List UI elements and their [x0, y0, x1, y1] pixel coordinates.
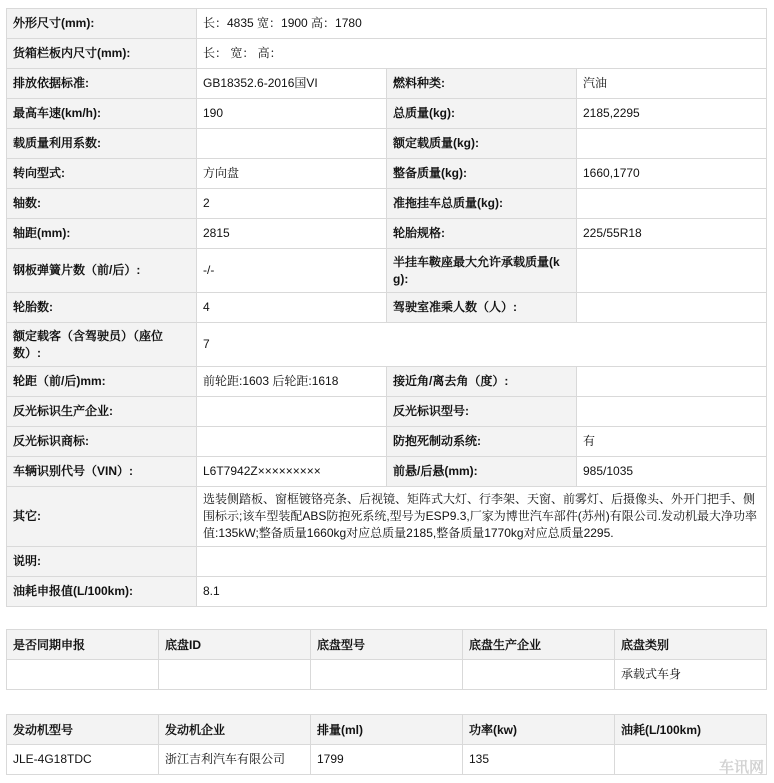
spec-value: 汽油: [577, 69, 767, 99]
spec-value: [197, 397, 387, 427]
spec-row: [7, 39, 767, 69]
chassis-header: 底盘型号: [311, 630, 463, 660]
spec-value: [197, 129, 387, 159]
engine-table: [6, 714, 767, 775]
spec-value: 长： 宽： 高：: [197, 39, 767, 69]
spec-value: [577, 367, 767, 397]
spec-row: [7, 457, 767, 487]
spec-row: [7, 189, 767, 219]
engine-cell: 1799: [311, 745, 463, 775]
spec-label: 总质量(kg):: [387, 99, 577, 129]
spec-row: [7, 367, 767, 397]
spec-label: 说明:: [7, 547, 197, 577]
spec-label: 前悬/后悬(mm):: [387, 457, 577, 487]
engine-header: 发动机企业: [159, 715, 311, 745]
chassis-cell: [463, 660, 615, 690]
spec-value: 2: [197, 189, 387, 219]
engine-cell: 135: [463, 745, 615, 775]
spec-value: 有: [577, 427, 767, 457]
spec-table: [6, 8, 767, 607]
spec-label: 其它:: [7, 487, 197, 547]
chassis-header: 底盘生产企业: [463, 630, 615, 660]
spec-value: [577, 189, 767, 219]
spec-value: 7: [197, 323, 767, 367]
spec-label: 反光标识商标:: [7, 427, 197, 457]
spec-value: 2815: [197, 219, 387, 249]
engine-header: 发动机型号: [7, 715, 159, 745]
spec-value: 4: [197, 293, 387, 323]
spec-label: 钢板弹簧片数（前/后）:: [7, 249, 197, 293]
spec-value: GB18352.6-2016国VI: [197, 69, 387, 99]
spec-value: [197, 427, 387, 457]
chassis-header: 底盘ID: [159, 630, 311, 660]
chassis-cell: 承载式车身: [615, 660, 767, 690]
spec-label: 排放依据标准:: [7, 69, 197, 99]
spec-label: 轴距(mm):: [7, 219, 197, 249]
spec-row: [7, 99, 767, 129]
spec-label: 半挂车鞍座最大允许承载质量(kg):: [387, 249, 577, 293]
watermark: 车讯网: [718, 759, 764, 776]
engine-row: [7, 745, 767, 775]
spec-label: 车辆识别代号（VIN）:: [7, 457, 197, 487]
spec-row: [7, 129, 767, 159]
spec-label: 轮距（前/后)mm:: [7, 367, 197, 397]
spec-label: 轮胎规格:: [387, 219, 577, 249]
spec-row: [7, 577, 767, 607]
spec-label: 轮胎数:: [7, 293, 197, 323]
spec-label: 轴数:: [7, 189, 197, 219]
spec-value: [577, 129, 767, 159]
spec-label: 外形尺寸(mm):: [7, 9, 197, 39]
spec-value: 985/1035: [577, 457, 767, 487]
spec-label: 油耗申报值(L/100km):: [7, 577, 197, 607]
engine-header: 排量(ml): [311, 715, 463, 745]
spec-row: [7, 219, 767, 249]
chassis-cell: [7, 660, 159, 690]
chassis-cell: [159, 660, 311, 690]
spec-row: [7, 293, 767, 323]
chassis-table: [6, 629, 767, 690]
spec-row: [7, 427, 767, 457]
spec-value: [577, 397, 767, 427]
spec-value: 选装侧踏板、窗框镀铬亮条、后视镜、矩阵式大灯、行李架、天窗、前雾灯、后摄像头、外开门把手、侧围标示;该车型装配ABS防抱死系统,型号为ESP9.3,厂家为博世汽车部件(苏州)有限公司.发动机最大净功率值:135kW;整备质量1660kg对应总质量2185,整备质量1770kg对应总质量2295.: [197, 487, 767, 547]
spec-value: -/-: [197, 249, 387, 293]
spec-row: [7, 397, 767, 427]
spec-value: 前轮距:1603 后轮距:1618: [197, 367, 387, 397]
engine-header: 油耗(L/100km): [615, 715, 767, 745]
spec-value: L6T7942Z×××××××××: [197, 457, 387, 487]
chassis-header: 是否同期申报: [7, 630, 159, 660]
spec-value: 1660,1770: [577, 159, 767, 189]
spec-label: 反光标识生产企业:: [7, 397, 197, 427]
chassis-row: [7, 660, 767, 690]
chassis-cell: [311, 660, 463, 690]
spec-label: 转向型式:: [7, 159, 197, 189]
spec-row: [7, 487, 767, 547]
spec-row: [7, 159, 767, 189]
spec-label: 额定载客（含驾驶员）（座位数）:: [7, 323, 197, 367]
spec-label: 驾驶室准乘人数（人）:: [387, 293, 577, 323]
spec-row: [7, 249, 767, 293]
spec-label: 整备质量(kg):: [387, 159, 577, 189]
spec-label: 货箱栏板内尺寸(mm):: [7, 39, 197, 69]
spec-label: 反光标识型号:: [387, 397, 577, 427]
spec-value: 8.1: [197, 577, 767, 607]
spec-value: 190: [197, 99, 387, 129]
spec-label: 准拖挂车总质量(kg):: [387, 189, 577, 219]
spec-label: 载质量利用系数:: [7, 129, 197, 159]
spec-label: 接近角/离去角（度）:: [387, 367, 577, 397]
spec-row: [7, 9, 767, 39]
spec-value: 2185,2295: [577, 99, 767, 129]
spec-value: [577, 249, 767, 293]
spec-label: 燃料种类:: [387, 69, 577, 99]
spec-row: [7, 547, 767, 577]
spec-row: [7, 69, 767, 99]
spec-label: 额定载质量(kg):: [387, 129, 577, 159]
engine-cell: JLE-4G18TDC: [7, 745, 159, 775]
spec-value: [197, 547, 767, 577]
spec-value: 225/55R18: [577, 219, 767, 249]
spec-row: [7, 323, 767, 367]
spec-value: 方向盘: [197, 159, 387, 189]
spec-label: 最高车速(km/h):: [7, 99, 197, 129]
engine-header: 功率(kw): [463, 715, 615, 745]
spec-value: 长：4835 宽：1900 高：1780: [197, 9, 767, 39]
spec-value: [577, 293, 767, 323]
spec-label: 防抱死制动系统:: [387, 427, 577, 457]
engine-cell: 浙江吉利汽车有限公司: [159, 745, 311, 775]
chassis-header: 底盘类别: [615, 630, 767, 660]
